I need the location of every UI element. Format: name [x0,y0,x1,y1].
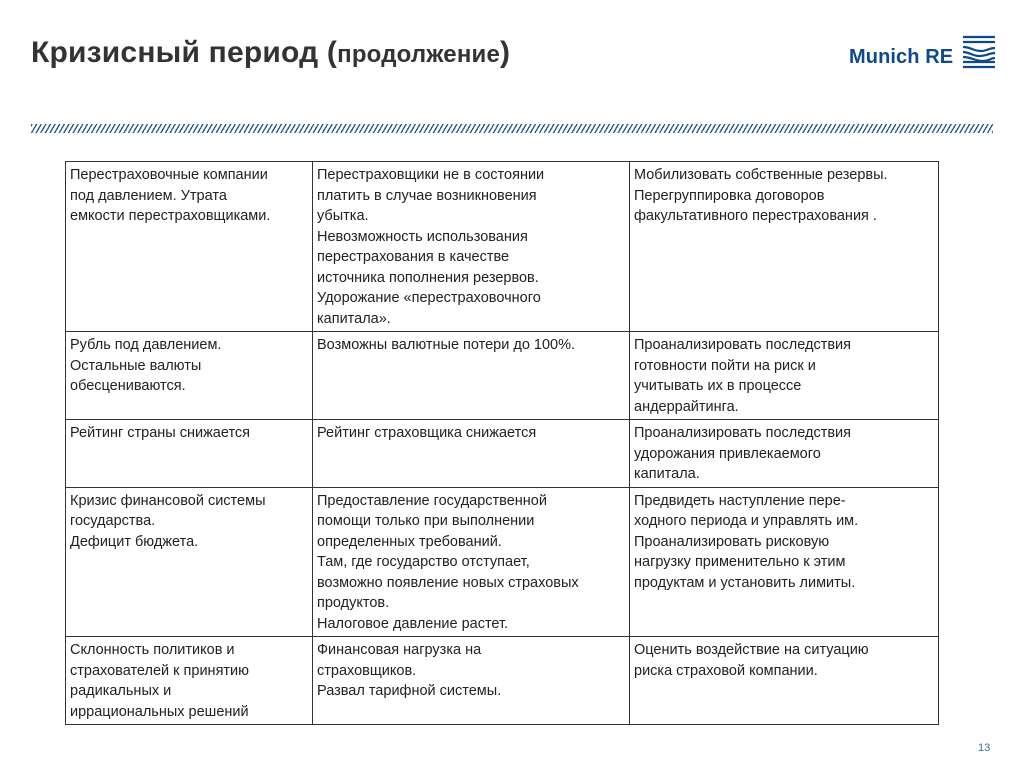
cell-text-line: Возможны валютные потери до 100%. [317,337,576,353]
table-row [66,420,939,488]
cell-text-line: готовности пойти на риск и [634,357,816,374]
cell-text-line: Проанализировать рисковую [634,533,830,550]
cell-text-line: Проанализировать последствия [634,337,852,353]
cell-text-line: емкости перестраховщиками. [70,208,271,224]
slide-title [31,36,510,70]
cell-text-line: Проанализировать последствия [634,425,852,441]
cell-text-line: Рубль под давлением. [70,337,222,353]
logo-text: Munich RE [849,45,954,68]
cell-text-line: убытка. [317,208,369,224]
cell-text-line: капитала». [317,310,391,327]
action-cell [630,637,939,725]
cell-text-line: Мобилизовать собственные резервы. [634,167,888,183]
cell-text-line: Остальные валюты [70,357,202,374]
factor-cell [66,420,313,488]
slide-title-subtitle: продолжение [337,41,501,68]
cell-text-line: нагрузку применительно к этим [634,554,846,570]
cell-text-line: ходного периода и управлять им. [634,513,859,529]
cell-text-line: помощи только при выполнении [317,513,535,529]
cell-text-line: государства. [70,513,156,529]
cell-text-line: Финансовая нагрузка на [317,642,482,658]
table-row [66,487,939,637]
factor-cell [66,332,313,420]
table-row [66,332,939,420]
cell-text-line: определенных требований. [317,533,502,550]
action-cell [630,487,939,637]
cell-text-line: Рейтинг страны снижается [70,425,251,441]
cell-text-line: учитывать их в процессе [634,378,802,394]
cell-text-line: Развал тарифной системы. [317,683,502,699]
cell-text-line: платить в случае возникновения [317,187,537,204]
table-row [66,637,939,725]
cell-text-line: Перестраховочные компании [70,167,268,183]
cell-text-line: риска страховой компании. [634,662,818,679]
cell-text-line: капитала. [634,466,700,482]
cell-text-line: продуктов. [317,595,390,611]
cell-text-line: Невозможность использования [317,228,528,245]
table-row [66,162,939,332]
factor-cell [66,162,313,332]
factor-cell [66,487,313,637]
cell-text-line: Перестраховщики не в состоянии [317,167,545,183]
cell-text-line: источника пополнения резервов. [317,269,539,286]
cell-text-line: Кризис финансовой системы [70,492,266,509]
slide-title-main: Кризисный период [31,36,327,69]
cell-text-line: Дефицит бюджета. [70,533,199,550]
cell-text-line: андеррайтинга. [634,398,739,415]
action-cell [630,162,939,332]
cell-text-line: Рейтинг страховщика снижается [317,425,537,441]
cell-text-line: радикальных и [70,683,172,699]
munich-re-logo [849,32,997,72]
consequence-cell [313,162,630,332]
cell-text-line: Перегруппировка договоров [634,187,825,204]
cell-text-line: обесцениваются. [70,378,186,394]
action-cell [630,332,939,420]
cell-text-line: удорожания привлекаемого [634,445,821,462]
cell-text-line: Предвидеть наступление пере- [634,492,846,509]
cell-text-line: Налоговое давление растет. [317,615,509,632]
cell-text-line: Удорожание «перестраховочного [317,290,541,306]
hatched-divider [31,124,993,133]
cell-text-line: Склонность политиков и [70,642,235,658]
consequence-cell [313,420,630,488]
cell-text-line: Там, где государство отступает, [317,554,530,570]
cell-text-line: Оценить воздействие на ситуацию [634,642,869,658]
table-body [66,162,939,725]
consequence-cell [313,637,630,725]
cell-text-line: под давлением. Утрата [70,187,227,204]
cell-text-line: возможно появление новых страховых [317,574,579,591]
cell-text-line: иррациональных решений [70,703,249,720]
slide-title-paren-close: ) [500,36,511,69]
cell-text-line: Предоставление государственной [317,492,547,509]
cell-text-line: продуктам и установить лимиты. [634,574,856,591]
cell-text-line: страховщиков. [317,662,417,679]
action-cell [630,420,939,488]
cell-text-line: факультативного перестрахования . [634,208,877,224]
cell-text-line: страхователей к принятию [70,662,250,679]
page-number: 13 [978,742,991,754]
munich-re-wave-icon [961,34,997,70]
slide-title-paren-open: ( [326,36,338,69]
factor-cell [66,637,313,725]
cell-text-line: перестрахования в качестве [317,249,510,265]
consequence-cell [313,332,630,420]
consequence-cell [313,487,630,637]
risk-factors-table [65,161,939,725]
